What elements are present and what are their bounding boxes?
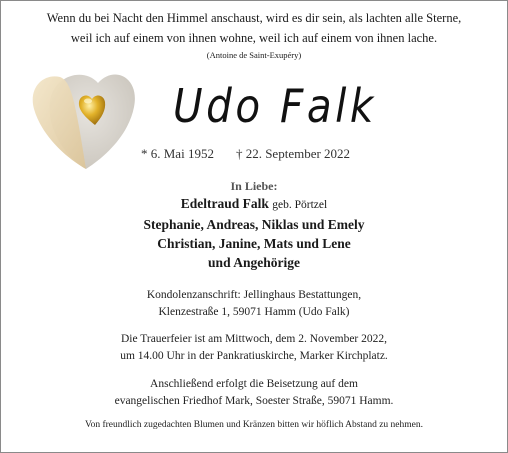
service-info <box>11 331 497 365</box>
spouse-maiden-name: geb. Pörtzel <box>272 199 328 211</box>
hearts-emblem-icon <box>28 67 136 173</box>
condolence-line-2: Klenzestraße 1, 59071 Hamm (Udo Falk) <box>158 306 350 318</box>
burial-line-2: evangelischen Friedhof Mark, Soester Straße, 59071 Hamm. <box>114 395 394 407</box>
deceased-name: Udo Falk <box>173 79 377 133</box>
quote-block <box>11 8 497 60</box>
spouse-name: Edeltraud Falk <box>180 196 269 211</box>
quote-author: (Antoine de Saint-Exupéry) <box>206 50 302 60</box>
condolence-line-1: Kondolenzanschrift: Jellinghaus Bestattungen, <box>146 289 362 301</box>
quote-line-2: weil ich auf einem von ihnen wohne, weil ich auf einem von ihnen lache. <box>70 31 438 45</box>
footer-note: Von freundlich zugedachten Blumen und Kränzen bitten wir höflich Abstand zu nehmen. <box>84 420 424 430</box>
mourners-heading: In Liebe: <box>230 179 278 193</box>
spouse-line <box>21 194 487 215</box>
service-line-2: um 14.00 Uhr in der Pankratiuskirche, Marker Kirchplatz. <box>120 350 388 362</box>
family-line-2: Christian, Janine, Mats und Lene <box>157 236 351 251</box>
mourners-block <box>21 179 487 272</box>
service-line-1: Die Trauerfeier ist am Mittwoch, dem 2. November 2022, <box>120 333 388 345</box>
burial-line-1: Anschließend erfolgt die Beisetzung auf dem <box>150 378 358 390</box>
death-date: † 22. September 2022 <box>235 146 351 161</box>
family-line-3: und Angehörige <box>208 255 300 270</box>
life-dates <box>141 146 350 162</box>
burial-info <box>11 376 497 410</box>
birth-date: * 6. Mai 1952 <box>141 146 214 161</box>
family-line-1: Stephanie, Andreas, Niklas und Emely <box>143 217 365 232</box>
quote-line-1: Wenn du bei Nacht den Himmel anschaust, wird es dir sein, als lachten alle Sterne, <box>46 11 462 25</box>
condolence-address <box>11 287 497 321</box>
